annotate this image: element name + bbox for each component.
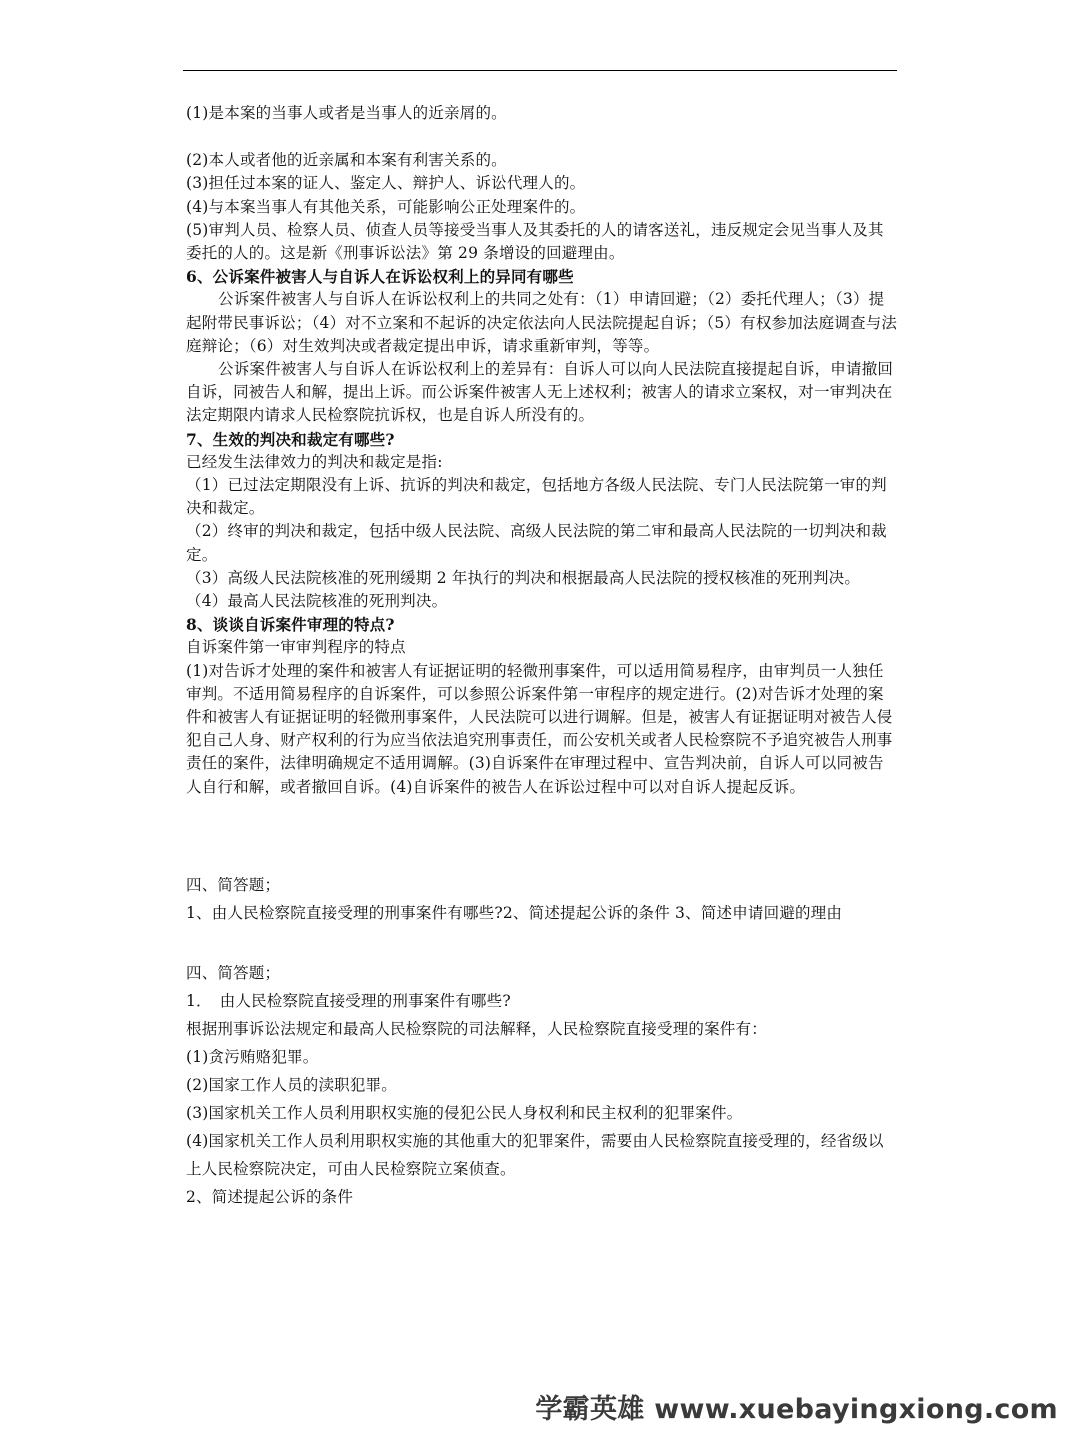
q6-para-2: 公诉案件被害人与自诉人在诉讼权利上的差异有：自诉人可以向人民法院直接提起自诉，申请撤回自诉，同被告人和解，提出上诉。而公诉案件被害人无上述权利；被害人的请求立案权，对一审判决在法定期限内请求人民检察院抗诉权，也是自诉人所没有的。 bbox=[186, 360, 894, 425]
q7-item-4: （4）最高人民法院核准的死刑判决。 bbox=[186, 592, 448, 611]
section-4b-q1-item-1: (1)贪污贿赂犯罪。 bbox=[186, 1047, 319, 1066]
section-4b-q1-intro: 根据刑事诉讼法规定和最高人民检察院的司法解释，人民检察院直接受理的案件有： bbox=[186, 1019, 767, 1038]
section-4b bbox=[186, 959, 898, 1211]
spacer bbox=[186, 799, 898, 871]
section-4b-q1-item-4: (4)国家机关工作人员利用职权实施的其他重大的犯罪案件，需要由人民检察院直接受理的，经省级以上人民检察院决定，可由人民检察院立案侦查。 bbox=[186, 1131, 884, 1178]
q7-intro: 已经发生法律效力的判决和裁定是指: bbox=[186, 452, 443, 471]
spacer bbox=[186, 125, 898, 149]
line-5: (5)审判人员、检察人员、侦查人员等接受当事人及其委托的人的请客送礼，违反规定会见当事人及其委托的人的。这是新《刑事诉讼法》第 29 条增设的回避理由。 bbox=[186, 220, 884, 263]
q7-item-1: （1）已过法定期限没有上诉、抗诉的判决和裁定，包括地方各级人民法院、专门人民法院第一审的判决和裁定。 bbox=[186, 476, 887, 518]
section-4b-q1-heading: 1． 由人民检察院直接受理的刑事案件有哪些? bbox=[186, 991, 511, 1010]
q8-intro: 自诉案件第一审审判程序的特点 bbox=[186, 638, 406, 657]
line-4: (4)与本案当事人有其他关系，可能影响公正处理案件的。 bbox=[186, 197, 586, 216]
line-2: (2)本人或者他的近亲属和本案有利害关系的。 bbox=[186, 151, 507, 170]
q7-item-2: （2）终审的判决和裁定，包括中级人民法院、高级人民法院的第二审和最高人民法院的一切判决和裁定。 bbox=[186, 522, 887, 564]
section-4b-title: 四、简答题； bbox=[186, 963, 281, 982]
site-watermark: 学霸英雄 www.xuebayingxiong.com bbox=[535, 1394, 1058, 1425]
document-body bbox=[186, 102, 898, 1211]
section-4b-q1-item-2: (2)国家工作人员的渎职犯罪。 bbox=[186, 1075, 397, 1094]
section-4a-title: 四、简答题； bbox=[186, 875, 281, 894]
q6-heading: 6、公诉案件被害人与自诉人在诉讼权利上的异同有哪些 bbox=[186, 267, 574, 287]
q8-body: (1)对告诉才处理的案件和被害人有证据证明的轻微刑事案件，可以适用简易程序，由审判员一人独任审判。不适用简易程序的自诉案件，可以参照公诉案件第一审程序的规定进行。(2)对告诉才处理的案件和被害人有证据证明的轻微刑事案件，人民法院可以进行调解。但是，被害人有证据证明对被告人侵犯自己人身、财产权利的行为应当依法追究刑事责任，而公安机关或者人民检察院不予追究被告人刑事责任的案件，法律明确规定不适用调解。(3)自诉案件在审理过程中、宣告判决前，自诉人可以同被告人自行和解，或者撤回自诉。(4)自诉案件的被告人在诉讼过程中可以对自诉人提起反诉。 bbox=[186, 661, 893, 796]
q6-para-1: 公诉案件被害人与自诉人在诉讼权利上的共同之处有：（1）申请回避；（2）委托代理人；（3）提起附带民事诉讼；（4）对不立案和不起诉的决定依法向人民法院提起自诉；（5）有权参加法庭调查与法庭辩论；（6）对生效判决或者裁定提出申诉，请求重新审判，等等。 bbox=[186, 290, 898, 355]
q7-heading: 7、生效的判决和裁定有哪些? bbox=[186, 429, 395, 449]
header-rule bbox=[183, 70, 897, 71]
section-4b-q2-heading: 2、简述提起公诉的条件 bbox=[186, 1187, 354, 1206]
section-4a bbox=[186, 871, 898, 927]
line-1: (1)是本案的当事人或者是当事人的近亲屑的。 bbox=[186, 104, 507, 122]
section-4b-q1-item-3: (3)国家机关工作人员利用职权实施的侵犯公民人身权利和民主权利的犯罪案件。 bbox=[186, 1103, 743, 1122]
spacer bbox=[186, 927, 898, 959]
q7-item-3: （3）高级人民法院核准的死刑缓期 2 年执行的判决和根据最高人民法院的授权核准的死刑判决。 bbox=[186, 568, 861, 587]
section-4a-questions: 1、由人民检察院直接受理的刑事案件有哪些?2、简述提起公诉的条件 3、简述申请回避的理由 bbox=[186, 903, 843, 922]
q8-heading: 8、谈谈自诉案件审理的特点? bbox=[186, 615, 395, 635]
line-3: (3)担任过本案的证人、鉴定人、辩护人、诉讼代理人的。 bbox=[186, 174, 586, 193]
